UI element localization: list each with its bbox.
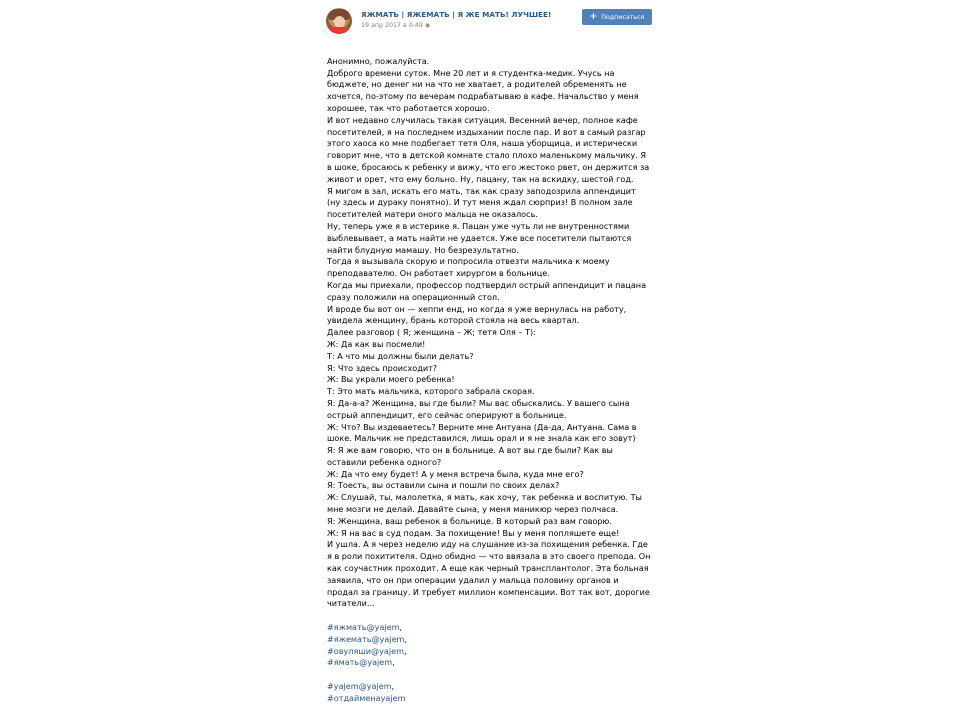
post-date[interactable]: 19 апр 2017 в 0:49	[361, 22, 423, 29]
hashtag[interactable]: #yajem@yajem	[327, 681, 392, 692]
plus-icon: +	[589, 11, 598, 22]
community-avatar[interactable]	[326, 8, 352, 34]
hashtag[interactable]: #ямать@yajem	[327, 657, 393, 668]
community-name-link[interactable]: ЯЖМАТЬ | ЯЖЕМАТЬ | Я ЖЕ МАТЬ! ЛУЧШЕЕ!	[361, 10, 552, 19]
hashtag[interactable]: #овуляши@yajem	[327, 645, 404, 656]
post-meta	[361, 22, 430, 29]
subscribe-button[interactable]	[582, 9, 652, 25]
hashtag[interactable]: #яжмать@yajem	[327, 622, 400, 633]
avatar-badge	[329, 27, 349, 33]
subscribe-label: Подписаться	[601, 13, 645, 21]
post-body: Анонимно, пожалуйста. Доброго времени суток. Мне 20 лет и я студентка-медик. Учусь на бюджете, но денег ни на что не хватает, а родителей обременять не хочется, по-этому по вечерам подрабатываю в кафе. Начальство у меня хорошее, так что работается хорошо. И вот недавно случилась такая ситуация. Весенний вечер, полное кафе посетителей, я на последнем издыхании после пар. И вот в самый разгар этого хаоса ко мне подбегает тетя Оля, наша уборщица, и истерически говорит мне, что в детской комнате стало плохо маленькому мальчику. Я в шоке, бросаюсь к ребенку и вижу, что его жестоко рвет, он держится за живот и орет, что ему больно. Ну, пацану, так на вскидку, шестой год. Я мигом в зал, искать его мать, так как сразу заподозрила аппендицит (ну здесь и дураку понятно). И тут меня ждал сюрприз! В полном зале посетителей матери оного мальца не оказалось. Ну, теперь уже я в истерике я. Пацан уже чуть ли не внутренностями выблевывает, а мать найти не удается. Уже все посетители пытаются найти блудную мамашу. Но безрезультатно. Тогда я вызывала скорую и попросила отвезти мальчика к моему преподавателю. Он работает хирургом в больнице. Когда мы приехали, профессор подтвердил острый аппендицит и пацана сразу положили на операционный стол. И вроде бы вот он — хеппи енд, но когда я уже вернулась на работу, увидела женщину, брань которой стояла на весь квартал. Далее разговор ( Я; женщина – Ж; тетя Оля – Т): Ж: Да как вы посмели! Т: А что мы должны были делать? Я: Что здесь происходит? Ж: Вы украли моего ребенка! Т: Это мать мальчика, которого забрала скорая. Я: Да-а-а? Женщина, вы где были? Мы вас обыскались. У вашего сына острый аппендицит, его сейчас оперируют в больнице. Ж: Что? Вы издеваетесь? Верните мне Антуана (Да-да, Антуана. Сама в шоке. Мальчик не представился, лишь орал и я не знала как его зовут) Я: Я же вам говорю, что он в больнице. А вот вы где были? Как вы оставили ребенка одного? Ж: Да что ему будет! А у меня встреча была, куда мне его? Я: Тоесть, вы оставили сына и пошли по своих делах? Ж: Слушай, ты, малолетка, я мать, как хочу, так ребенка и воспитую. Ты мне мозги не делай. Давайте сына, у меня маникюр через полчаса. Я: Женщина, ваш ребенок в больнице. В который раз вам говорю. Ж: Я на вас в суд подам. За похищение! Вы у меня попляшете еще! И ушла. А я через неделю иду на слушание из-за похищения ребенка. Где я в роли похитителя. Одно обидно — что ввязала в это своего преподa. Он как соучастник проходит. А еще как черный трансплантолог. Эта больная заявила, что он при операции удалил у мальца половину органов и продал за границу. И требует миллион компенсации. Вот так вот, дорогие читатели…	[327, 55, 651, 609]
hashtags: #яжмать@yajem, #яжемать@yajem, #овуляши@yajem, #ямать@yajem, #yajem@yajem, #отдайменаyajem	[327, 622, 408, 703]
post-text	[327, 44, 651, 716]
hashtag[interactable]: #отдайменаyajem	[327, 692, 406, 703]
hashtag[interactable]: #яжемать@yajem	[327, 633, 405, 644]
eye-icon: ◉	[424, 22, 431, 29]
